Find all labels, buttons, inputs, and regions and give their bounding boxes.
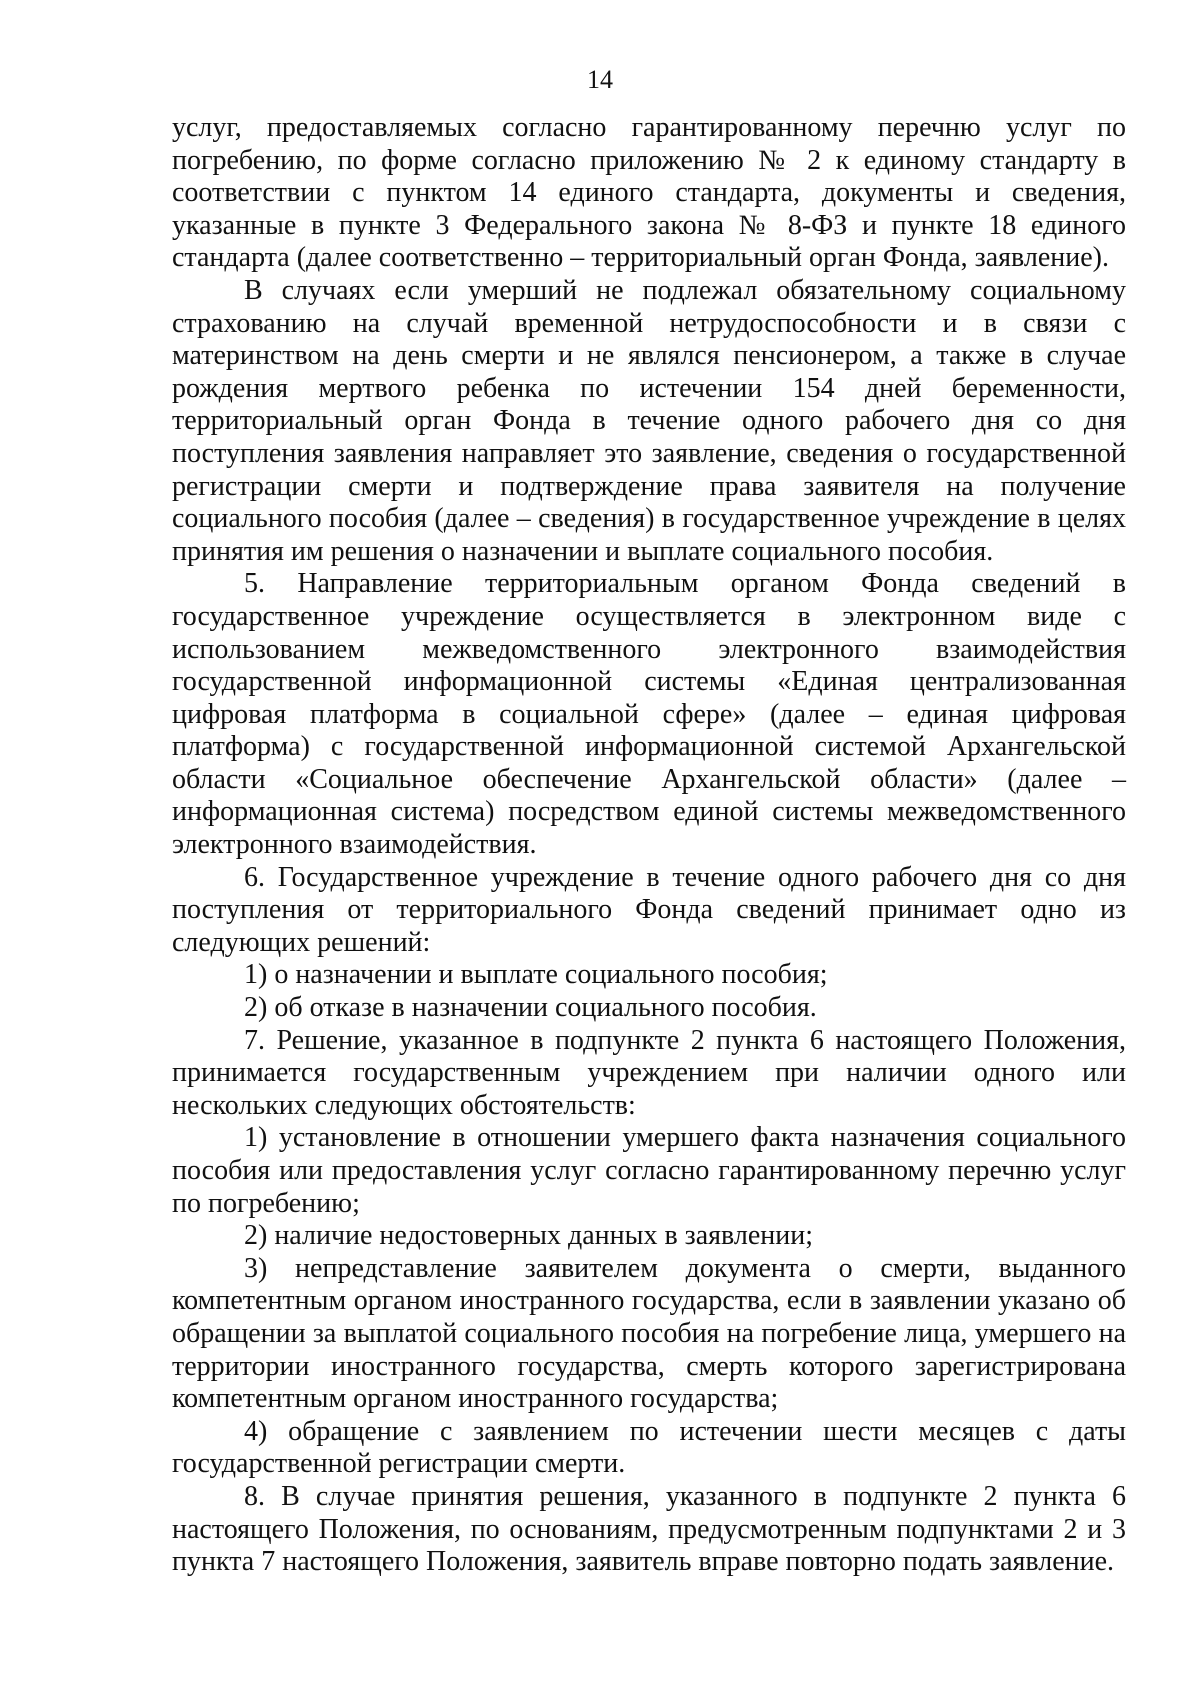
paragraph-item-7-subitem-3: 3) непредставление заявителем документа о смерти, выданного компетентным органом иностранного государства, если в заявлении указано об обращении за выплатой социального пособия на погребение лица, умершего на территории иностранного государства, смерть которого зарегистрирована компетентным органом иностранного государства; — [172, 1252, 1126, 1415]
paragraph-item-7-subitem-2: 2) наличие недостоверных данных в заявлении; — [244, 1220, 814, 1252]
paragraph-item-7-subitem-4: 4) обращение с заявлением по истечении шести месяцев с даты государственной регистрации смерти. — [172, 1415, 1126, 1480]
paragraph-item-6: 6. Государственное учреждение в течение одного рабочего дня со дня поступления от территориального Фонда сведений принимает одно из следующих решений: — [172, 861, 1126, 958]
paragraph-item-5: 5. Направление территориальным органом Фонда сведений в государственное учреждение осуществляется в электронном виде с использованием межведомственного электронного взаимодействия государственной информационной системы «Единая централизованная цифровая платформа в социальной сфере» (далее – единая цифровая платформа) с государственной информационной системой Архангельской области «Социальное обеспечение Архангельской области» (далее – информационная система) посредством единой системы межведомственного электронного взаимодействия. — [172, 568, 1126, 861]
paragraph-item-7-subitem-1: 1) установление в отношении умершего факта назначения социального пособия или предоставления услуг согласно гарантированному перечню услуг по погребению; — [172, 1122, 1126, 1219]
paragraph-deceased-cases: В случаях если умерший не подлежал обязательному социальному страхованию на случай временной нетрудоспособности и в связи с материнством на день смерти и не являлся пенсионером, а также в случае рождения мертвого ребенка по истечении 154 дней беременности, территориальный орган Фонда в течение одного рабочего дня со дня поступления заявления направляет это заявление, сведения о государственной регистрации смерти и подтверждение права заявителя на получение социального пособия (далее – сведения) в государственное учреждение в целях принятия им решения о назначении и выплате социального пособия. — [172, 274, 1126, 567]
paragraph-item-6-subitem-2: 2) об отказе в назначении социального пособия. — [244, 992, 817, 1024]
paragraph-continuation: услуг, предоставляемых согласно гарантированному перечню услуг по погребению, по форме согласно приложению № 2 к единому стандарту в соответствии с пунктом 14 единого стандарта, документы и сведения, указанные в пункте 3 Федерального закона № 8-ФЗ и пункте 18 единого стандарта (далее соответственно – территориальный орган Фонда, заявление). — [172, 112, 1126, 274]
document-body — [172, 112, 1126, 1579]
paragraph-item-7: 7. Решение, указанное в подпункте 2 пункта 6 настоящего Положения, принимается государственным учреждением при наличии одного или нескольких следующих обстоятельств: — [172, 1024, 1126, 1121]
page-number: 14 — [587, 65, 613, 94]
paragraph-item-8: 8. В случае принятия решения, указанного в подпункте 2 пункта 6 настоящего Положения, по основаниям, предусмотренным подпунктами 2 и 3 пункта 7 настоящего Положения, заявитель вправе повторно подать заявление. — [172, 1480, 1126, 1578]
paragraph-item-6-subitem-1: 1) о назначении и выплате социального пособия; — [244, 959, 828, 991]
